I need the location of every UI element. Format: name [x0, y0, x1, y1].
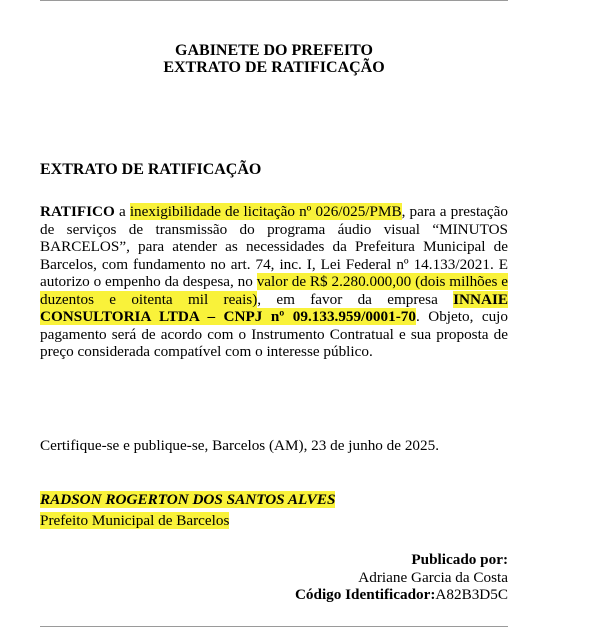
header-office: GABINETE DO PREFEITO [175, 42, 373, 59]
document-header [40, 42, 508, 76]
code-value: A82B3D5C [435, 586, 508, 603]
signer-name: RADSON ROGERTON DOS SANTOS ALVES [40, 491, 336, 508]
lead-word: RATIFICO [40, 203, 115, 220]
code-label: Código Identificador: [294, 586, 436, 603]
signer-role: Prefeito Municipal de Barcelos [40, 512, 230, 529]
body-text-1: a [114, 203, 130, 220]
highlight-company: INNAIE CONSULTORIA LTDA – CNPJ nº 09.133.959/0001-70 [40, 290, 508, 325]
certify-paragraph: Certifique-se e publique-se, Barcelos (AM), 23 de junho de 2025. [40, 437, 439, 454]
header-document-type: EXTRATO DE RATIFICAÇÃO [163, 59, 385, 76]
ratification-paragraph [40, 203, 508, 361]
published-author: Adriane Garcia da Costa [358, 568, 508, 586]
published-by-block [295, 551, 508, 604]
bottom-divider [40, 626, 508, 627]
body-text-2: , para a prestação de serviços de transmissão do programa áudio visual “MINUTOS BARCELOS”, para atender as necessidades da Prefeitura Municipal de Barcelos, com fundamento no art. 74, inc. I, Lei Federal nº 14.133/2021. E autorizo o empenho da despesa, no [40, 203, 508, 290]
section-title: EXTRATO DE RATIFICAÇÃO [40, 161, 262, 178]
published-label: Publicado por: [411, 551, 508, 568]
body-text-3: , em favor da empresa [257, 290, 454, 308]
body-text-4: . Objeto, cujo pagamento será de acordo com o Instrumento Contratual e sua proposta de preço considerada compatível com o interesse público. [40, 308, 508, 360]
signature-block [40, 489, 335, 531]
top-divider [40, 0, 508, 1]
highlight-amount: valor de R$ 2.280.000,00 (dois milhões e duzentos e oitenta mil reais) [40, 273, 508, 308]
highlight-bidding-number: inexigibilidade de licitação nº 026/025/PMB [129, 203, 402, 220]
